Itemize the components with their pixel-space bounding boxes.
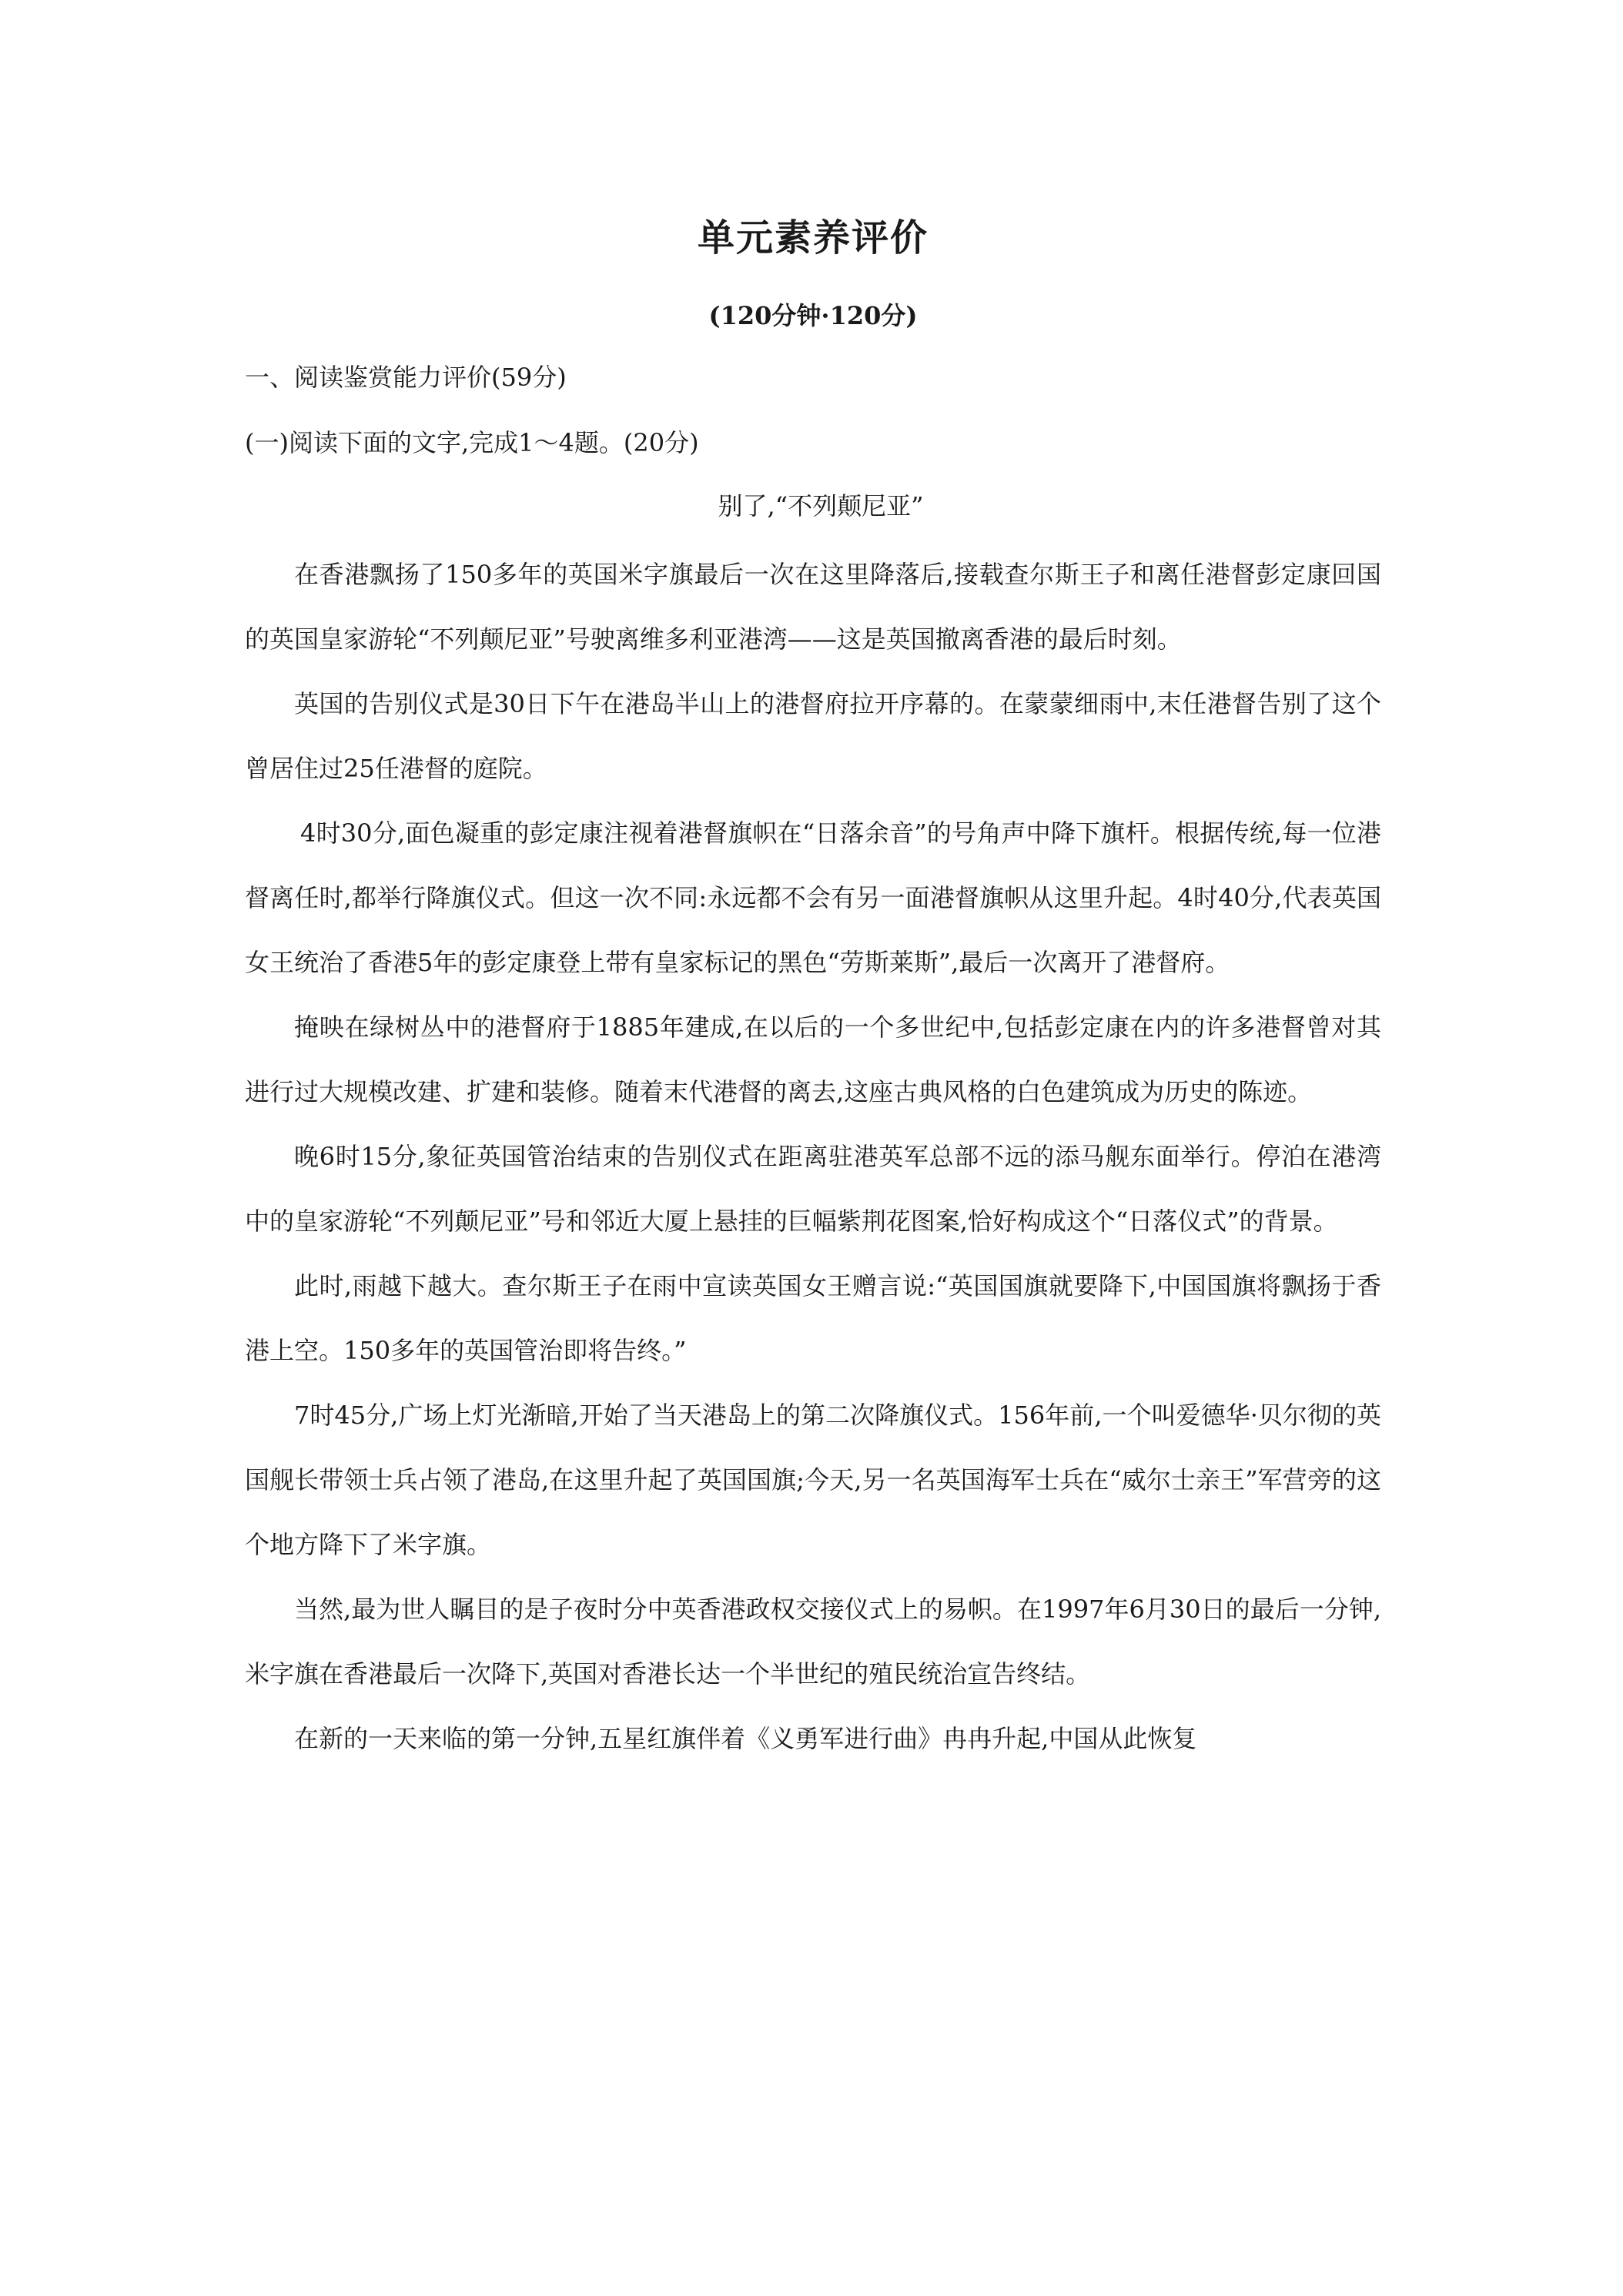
article-paragraph: 4时30分,面色凝重的彭定康注视着港督旗帜在“日落余音”的号角声中降下旗杆。根据传统,每一位港督离任时,都举行降旗仪式。但这一次不同:永远都不会有另一面港督旗帜从这里升起。4时40分,代表英国女王统治了香港5年的彭定康登上带有皇家标记的黑色“劳斯莱斯”,最后一次离开了港督府。 bbox=[245, 818, 1381, 977]
article-paragraph: 掩映在绿树丛中的港督府于1885年建成,在以后的一个多世纪中,包括彭定康在内的许多港督曾对其进行过大规模改建、扩建和装修。随着末代港督的离去,这座古典风格的白色建筑成为历史的陈迹。 bbox=[245, 1012, 1381, 1106]
article-body bbox=[245, 542, 1381, 1771]
exam-duration-score: (120分钟·120分) bbox=[708, 301, 918, 330]
article-paragraph: 英国的告别仪式是30日下午在港岛半山上的港督府拉开序幕的。在蒙蒙细雨中,末任港督告别了这个曾居住过25任港督的庭院。 bbox=[245, 689, 1381, 783]
question-instruction: (一)阅读下面的文字,完成1～4题。(20分) bbox=[245, 428, 699, 457]
article-paragraph: 在香港飘扬了150多年的英国米字旗最后一次在这里降落后,接载查尔斯王子和离任港督彭定康回国的英国皇家游轮“不列颠尼亚”号驶离维多利亚港湾——这是英国撤离香港的最后时刻。 bbox=[245, 560, 1381, 654]
article-paragraph: 7时45分,广场上灯光渐暗,开始了当天港岛上的第二次降旗仪式。156年前,一个叫爱德华·贝尔彻的英国舰长带领士兵占领了港岛,在这里升起了英国国旗;今天,另一名英国海军士兵在“威尔士亲王”军营旁的这个地方降下了米字旗。 bbox=[245, 1401, 1381, 1559]
section-heading: 一、阅读鉴赏能力评价(59分) bbox=[245, 363, 567, 392]
article-title: 别了,“不列颠尼亚” bbox=[718, 491, 924, 520]
article-paragraph: 当然,最为世人瞩目的是子夜时分中英香港政权交接仪式上的易帜。在1997年6月30日的最后一分钟,米字旗在香港最后一次降下,英国对香港长达一个半世纪的殖民统治宣告终结。 bbox=[245, 1595, 1381, 1689]
article-paragraph: 晚6时15分,象征英国管治结束的告别仪式在距离驻港英军总部不远的添马舰东面举行。停泊在港湾中的皇家游轮“不列颠尼亚”号和邻近大厦上悬挂的巨幅紫荆花图案,恰好构成这个“日落仪式”的背景。 bbox=[245, 1142, 1381, 1236]
article-paragraph: 此时,雨越下越大。查尔斯王子在雨中宣读英国女王赠言说:“英国国旗就要降下,中国国旗将飘扬于香港上空。150多年的英国管治即将告终。” bbox=[245, 1271, 1381, 1365]
page-title: 单元素养评价 bbox=[697, 216, 929, 259]
article-paragraph: 在新的一天来临的第一分钟,五星红旗伴着《义勇军进行曲》冉冉升起,中国从此恢复 bbox=[294, 1724, 1197, 1753]
